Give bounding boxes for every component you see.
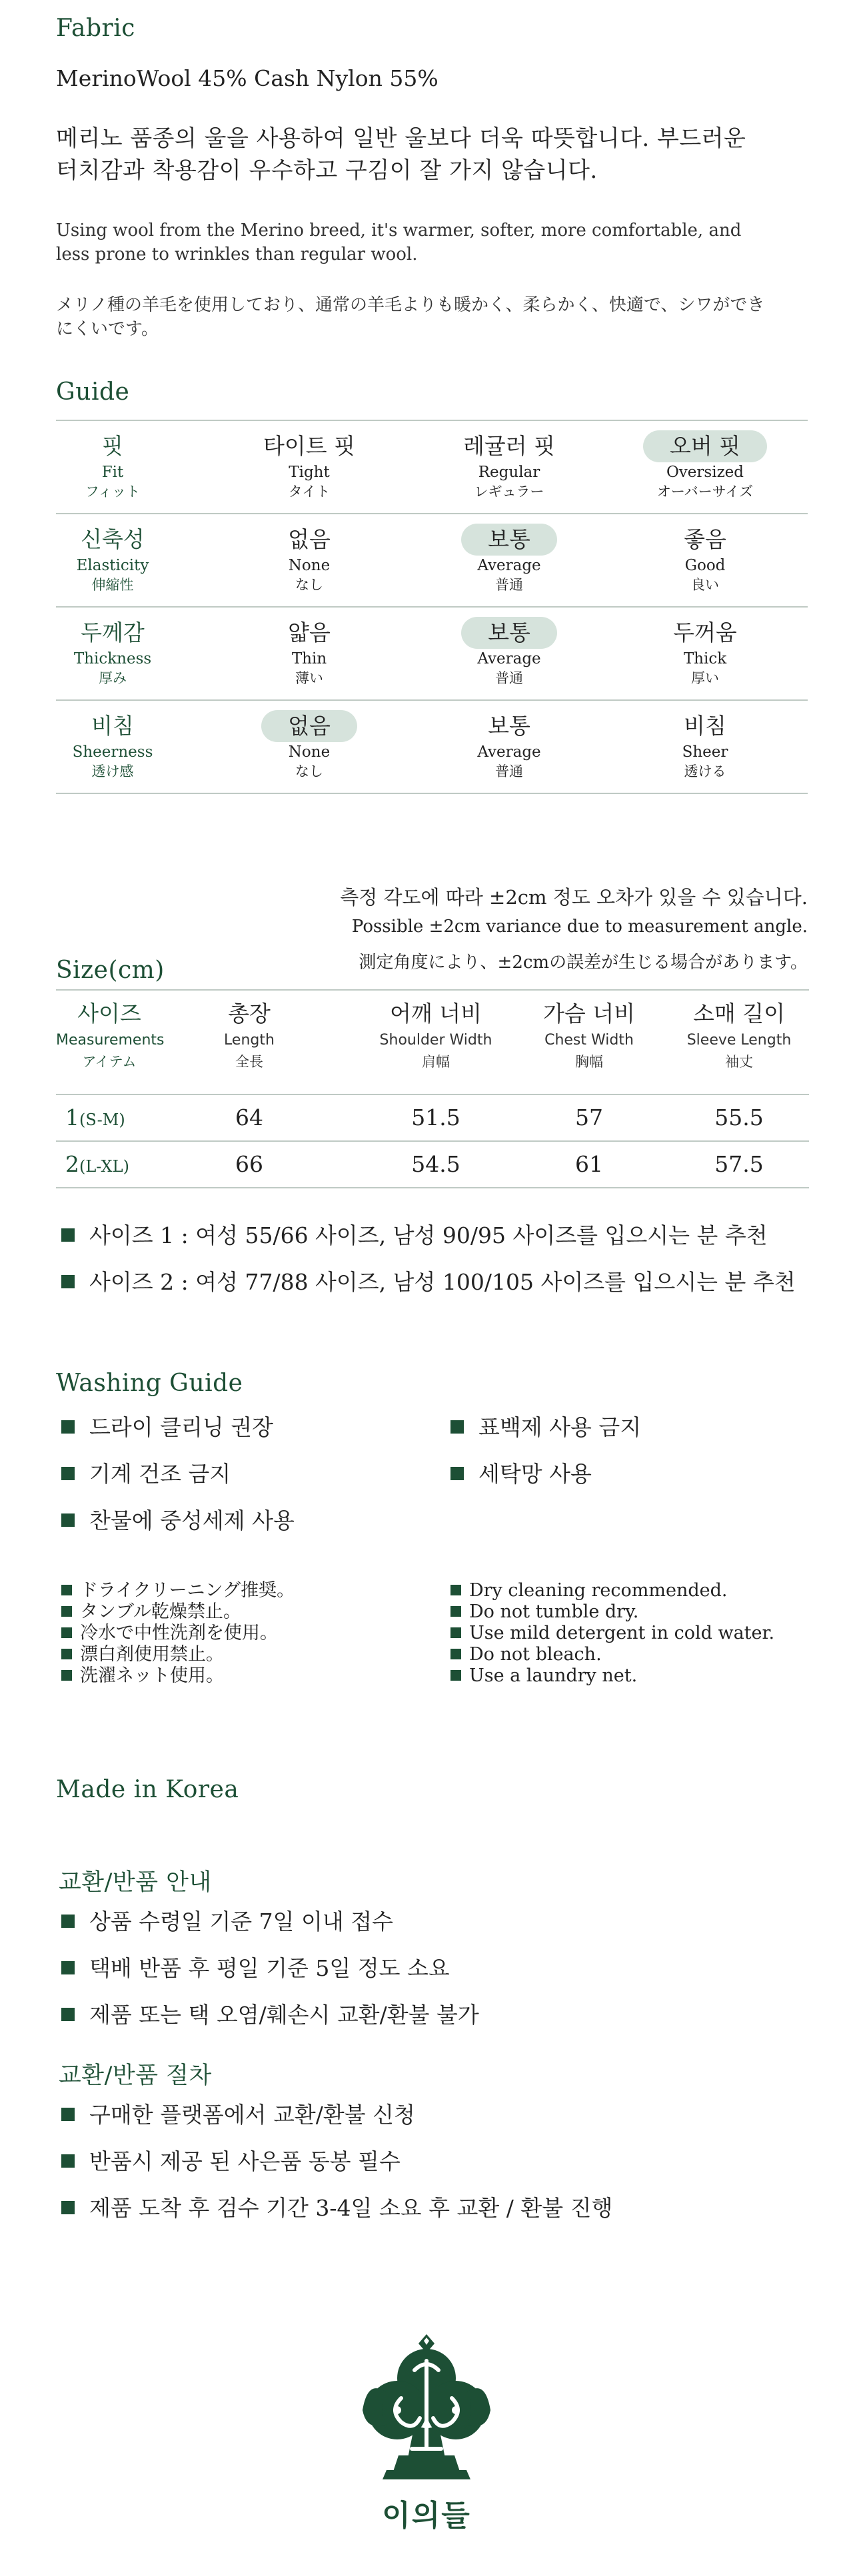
exchange-item [61,1953,450,1984]
guide-row-label [56,421,169,513]
brand-logo-emblem [360,2332,493,2485]
guide-option-en: Tight [289,464,330,481]
size-header-ko: 소매 길이 [692,1001,785,1027]
guide-option-label: 얇음 [288,620,331,645]
guide-option-en: Average [477,743,541,761]
size-range: (L-XL) [79,1157,129,1176]
procedure-item-text: 구매한 플랫폼에서 교환/환불 신청 [89,2102,415,2128]
washing-ko-item-text: 찬물에 중성세제 사용 [89,1507,295,1533]
guide-row-label [56,608,169,699]
size-title: Size(cm) [56,957,165,984]
washing-ja-item-text: 漂白剤使用禁止。 [80,1644,224,1665]
exchange-item-text: 상품 수령일 기준 7일 이내 접수 [89,1909,393,1934]
exchange-item-text: 제품 또는 택 오염/훼손시 교환/환불 불가 [89,2002,479,2028]
size-header-cell [522,991,656,1072]
fabric-ko-description [56,123,809,187]
square-bullet-icon [450,1670,461,1681]
washing-ko-item-text: 표백제 사용 금지 [478,1414,642,1440]
square-bullet-icon [61,2108,75,2121]
guide-option-ja: レギュラー [474,484,544,500]
washing-title: Washing Guide [56,1370,243,1397]
size-recommend-2-text: 사이즈 2 : 여성 77/88 사이즈, 남성 100/105 사이즈를 입으시는 분 추천 [89,1269,796,1295]
guide-option-label: 비침 [684,713,726,739]
square-bullet-icon [61,1228,75,1242]
guide-option [209,701,409,793]
guide-option [602,701,808,793]
guide-label-ja: 透け感 [91,763,134,779]
washing-ko-item-text: 세탁망 사용 [478,1461,592,1487]
guide-label-ko: 비침 [91,713,134,739]
exchange-item [61,1907,393,1937]
guide-label-ja: 厚み [99,670,127,686]
fabric-ko-line-2: 터치감과 착용감이 우수하고 구김이 잘 가지 않습니다. [56,157,598,184]
guide-label-ja: フィット [85,484,141,500]
washing-ko-item [61,1412,273,1443]
fabric-title: Fabric [56,15,135,42]
guide-row [56,606,808,699]
washing-ja-item-text: 洗濯ネット使用。 [80,1665,224,1686]
square-bullet-icon [450,1420,464,1434]
square-bullet-icon [61,1649,72,1659]
procedure-item [61,2100,415,2130]
procedure-title: 교환/반품 절차 [59,2062,212,2089]
guide-option [409,514,609,606]
size-recommend-1-text: 사이즈 1 : 여성 55/66 사이즈, 남성 90/95 사이즈를 입으시는 분 추천 [89,1222,768,1248]
guide-option-label: 레귤러 핏 [462,433,555,459]
guide-row-label [56,514,169,606]
size-row-label [56,1142,185,1189]
guide-row-label [56,701,169,793]
guide-option-label: 좋음 [684,526,726,552]
fabric-en-line-1: Using wool from the Merino breed, it's warmer, softer, more comfortable, and [56,220,742,240]
guide-option-ja: 普通 [495,577,523,593]
guide-option-ja: 透ける [684,763,726,779]
size-header-ja: 胸幅 [575,1054,603,1070]
square-bullet-icon [61,2008,75,2021]
guide-option-en: Regular [478,464,540,481]
square-bullet-icon [450,1649,461,1659]
guide-option-en: Sheer [682,743,728,761]
size-header-ko: 가슴 너비 [542,1001,635,1027]
guide-option-en: None [288,743,331,761]
square-bullet-icon [450,1606,461,1617]
guide-option-en: None [288,557,331,574]
guide-label-ko: 두께감 [81,620,145,645]
square-bullet-icon [450,1585,461,1595]
brand-emblem-icon [360,2332,493,2485]
square-bullet-icon [61,1606,72,1617]
guide-option [409,701,609,793]
guide-label-en: Fit [101,464,124,481]
square-bullet-icon [61,1467,75,1480]
size-value: 57.5 [714,1151,764,1177]
size-note-ko: 측정 각도에 따라 ±2cm 정도 오차가 있을 수 있습니다. [340,886,808,909]
washing-ko-item [61,1459,231,1490]
guide-option-ja: 厚い [691,670,719,686]
guide-option-en: Good [684,557,726,574]
guide-option-ja: 普通 [495,670,523,686]
square-bullet-icon [61,1585,72,1595]
guide-option [602,608,808,699]
square-bullet-icon [61,1627,72,1638]
guide-option [409,421,609,513]
size-table [56,989,809,1188]
guide-option [602,514,808,606]
square-bullet-icon [61,1275,75,1288]
washing-en-item-text: Do not bleach. [469,1644,602,1665]
guide-option-ja: オーバーサイズ [656,484,754,500]
guide-option-ja: タイト [288,484,331,500]
size-number: 1 [65,1104,79,1130]
guide-option [209,608,409,699]
guide-option-en: Thin [291,650,327,667]
square-bullet-icon [61,2154,75,2168]
size-header-ja: 袖丈 [725,1054,753,1070]
size-recommend-2 [61,1267,796,1298]
size-header-en: Measurements [56,1032,165,1049]
guide-option-selected: 없음 [261,710,357,742]
washing-en-item [450,1644,602,1665]
washing-en-item [450,1580,727,1601]
washing-ja-item [61,1623,278,1644]
guide-option-label: 없음 [288,526,331,552]
square-bullet-icon [61,1670,72,1681]
size-header-ja: アイテム [82,1054,137,1070]
size-note-en: Possible ±2cm variance due to measurement angle. [351,917,808,937]
size-header-ko: 사이즈 [77,1001,141,1027]
size-header-cell [669,991,809,1072]
guide-option-label: 타이트 핏 [263,433,355,459]
guide-label-en: Elasticity [76,557,149,574]
guide-option [602,421,808,513]
size-header-en: Length [224,1032,275,1049]
guide-option-ja: 薄い [295,670,323,686]
washing-en-item [450,1665,637,1687]
guide-option-selected: 보통 [461,617,557,649]
guide-option-en: Thick [683,650,727,667]
square-bullet-icon [61,1513,75,1527]
fabric-ja-description [56,293,809,341]
guide-option [209,514,409,606]
washing-ja-item-text: タンブル乾燥禁止。 [80,1601,241,1622]
fabric-ja-line-1: メリノ種の羊毛を使用しており、通常の羊毛よりも暖かく、柔らかく、快適で、シワができ [56,295,765,315]
guide-option-ja: 普通 [495,763,523,779]
washing-ko-item [450,1459,592,1490]
guide-option-label: 두꺼움 [673,620,737,645]
fabric-ko-line-1: 메리노 품종의 울을 사용하여 일반 울보다 더욱 따뜻합니다. 부드러운 [56,125,746,152]
guide-option-en: Average [477,650,541,667]
square-bullet-icon [61,2201,75,2214]
exchange-item [61,2000,479,2030]
procedure-item [61,2193,612,2224]
made-in-label: Made in Korea [56,1776,239,1803]
fabric-composition: MerinoWool 45% Cash Nylon 55% [56,65,438,91]
size-header-cell [356,991,516,1072]
guide-table [56,420,808,794]
exchange-title: 교환/반품 안내 [59,1869,212,1896]
washing-en-item-text: Do not tumble dry. [469,1601,639,1622]
guide-row [56,699,808,794]
guide-option [209,421,409,513]
size-note-ja: 測定角度により、±2cmの誤差が生じる場合があります。 [359,953,808,973]
guide-option-en: Oversized [666,464,744,481]
size-header-ko: 어깨 너비 [389,1001,482,1027]
washing-en-item [450,1623,774,1644]
size-number: 2 [65,1151,79,1177]
washing-en-item-text: Use a laundry net. [469,1665,638,1686]
size-header-en: Chest Width [544,1032,634,1049]
guide-label-ko: 신축성 [81,526,145,552]
washing-ko-item [61,1505,295,1536]
procedure-item [61,2146,401,2177]
square-bullet-icon [61,1961,75,1974]
guide-option-selected: 오버 핏 [643,430,767,462]
size-row-label [56,1095,185,1142]
guide-title: Guide [56,378,130,406]
brand-name: 이의들 [382,2499,471,2533]
guide-option-label: 보통 [488,713,530,739]
washing-en-item [450,1601,638,1623]
guide-label-en: Thickness [73,650,152,667]
procedure-item-text: 반품시 제공 된 사은품 동봉 필수 [89,2148,401,2174]
guide-label-ja: 伸縮性 [91,577,134,593]
washing-ko-item-text: 기계 건조 금지 [89,1461,231,1487]
size-table-header [56,991,809,1095]
size-value: 51.5 [411,1104,460,1130]
guide-option-ja: 良い [691,577,719,593]
guide-row [56,420,808,513]
procedure-item-text: 제품 도착 후 검수 기간 3-4일 소요 후 교환 / 환불 진행 [89,2195,613,2221]
washing-ko-item [450,1412,641,1443]
washing-ko-item-text: 드라이 클리닝 권장 [89,1414,274,1440]
guide-row [56,513,808,606]
size-recommend-1 [61,1220,768,1251]
guide-option-ja: なし [295,763,323,779]
guide-option [409,608,609,699]
size-header-ja: 全長 [235,1054,263,1070]
washing-ja-item [61,1644,224,1665]
washing-ja-item-text: 冷水で中性洗剤を使用。 [80,1623,278,1643]
size-value: 55.5 [714,1104,764,1130]
size-range: (S-M) [79,1110,125,1129]
square-bullet-icon [450,1627,461,1638]
guide-option-ja: なし [295,577,323,593]
size-header-cell [56,991,163,1072]
size-value: 57 [575,1104,603,1130]
size-header-en: Sleeve Length [686,1032,792,1049]
square-bullet-icon [61,1915,75,1928]
size-header-ko: 총장 [228,1001,271,1027]
washing-en-item-text: Dry cleaning recommended. [469,1580,728,1601]
size-value: 64 [235,1104,263,1130]
guide-option-selected: 보통 [461,524,557,556]
size-header-en: Shoulder Width [379,1032,492,1049]
guide-option-en: Average [477,557,541,574]
washing-en-item-text: Use mild detergent in cold water. [469,1623,775,1643]
exchange-item-text: 택배 반품 후 평일 기준 5일 정도 소요 [89,1955,450,1981]
washing-ja-item-text: ドライクリーニング推奨。 [80,1580,295,1601]
guide-label-en: Sheerness [72,743,153,761]
washing-ja-item [61,1665,224,1687]
size-table-row [56,1142,809,1188]
size-value: 54.5 [411,1151,460,1177]
size-value: 61 [575,1151,603,1177]
size-header-cell [189,991,309,1072]
square-bullet-icon [450,1467,464,1480]
size-table-row [56,1095,809,1142]
size-header-ja: 肩幅 [422,1054,450,1070]
fabric-ja-line-2: にくいです。 [56,319,159,339]
fabric-en-description [56,218,809,266]
washing-ja-item [61,1580,295,1601]
guide-label-ko: 핏 [102,433,123,459]
washing-ja-item [61,1601,241,1623]
fabric-en-line-2: less prone to wrinkles than regular wool. [56,244,418,264]
square-bullet-icon [61,1420,75,1434]
size-value: 66 [235,1151,263,1177]
